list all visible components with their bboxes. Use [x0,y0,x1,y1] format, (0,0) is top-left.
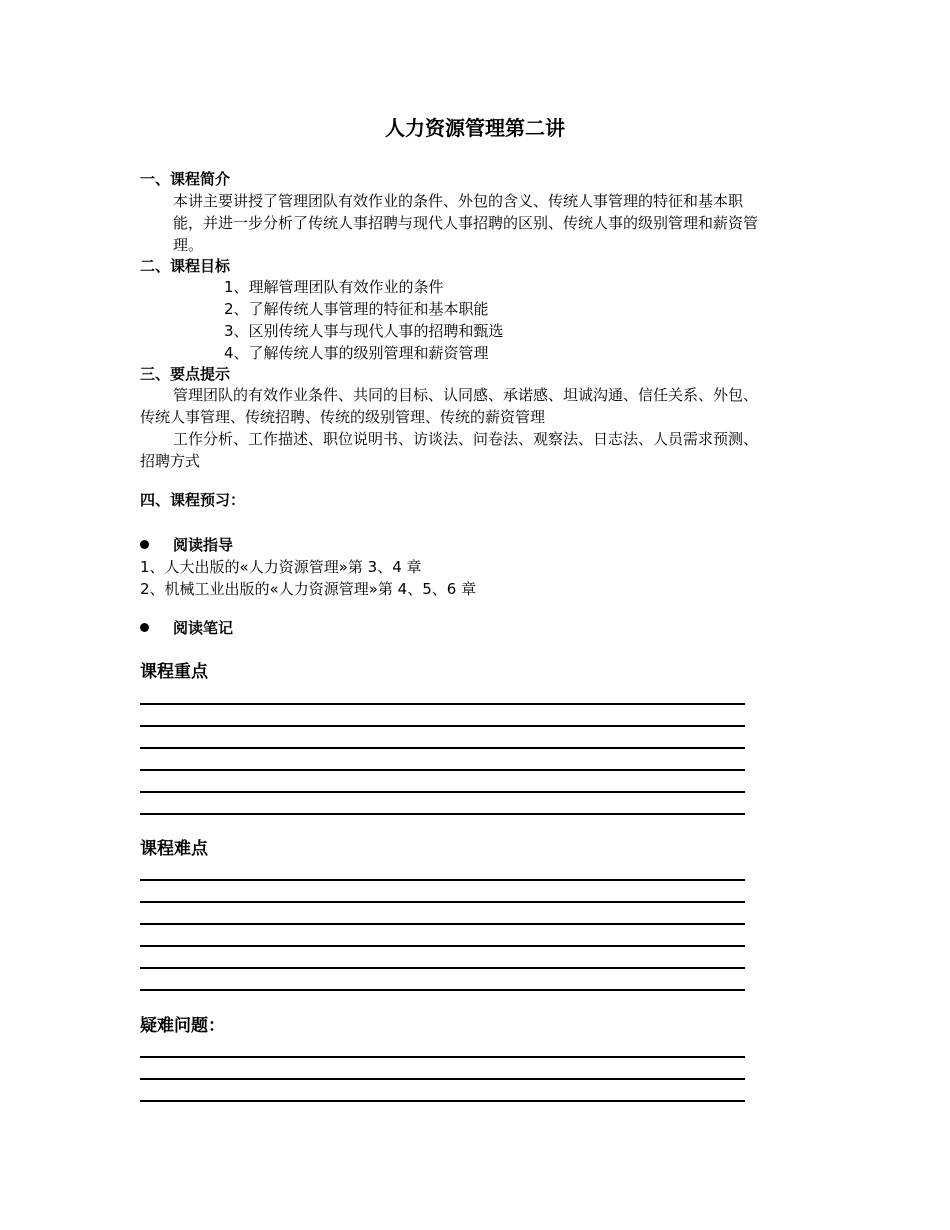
keypoints-p2-line1: 工作分析、工作描述、职位说明书、访谈法、问卷法、观察法、日志法、人员需求预测、 [173,430,759,448]
difficulties-line[interactable] [140,923,745,925]
intro-line-2: 能，并进一步分析了传统人事招聘与现代人事招聘的区别、传统人事的级别管理和薪资管 [173,214,759,232]
questions-heading: 疑难问题： [140,1016,225,1036]
difficulties-heading: 课程难点 [140,839,208,859]
difficulties-line[interactable] [140,989,745,991]
reading-item-2: 2、机械工业出版的«人力资源管理»第 4、5、6 章 [140,580,477,598]
key-points-line[interactable] [140,725,745,727]
intro-line-1: 本讲主要讲授了管理团队有效作业的条件、外包的含义、传统人事管理的特征和基本职 [173,192,744,210]
goal-item-4: 4、了解传统人事的级别管理和薪资管理 [224,344,489,362]
reading-notes-label: 阅读笔记 [173,619,234,637]
section-keypoints-heading: 三、要点提示 [140,365,231,383]
section-intro-heading: 一、课程简介 [140,170,231,188]
section-preview-heading: 四、课程预习： [140,491,246,509]
keypoints-p1-line1: 管理团队的有效作业条件、共同的目标、认同感、承诺感、坦诚沟通、信任关系、外包、 [173,386,759,404]
goal-item-3: 3、区别传统人事与现代人事的招聘和甄选 [224,322,504,340]
key-points-heading: 课程重点 [140,662,208,682]
bullet-icon [140,623,149,632]
section-goals-heading: 二、课程目标 [140,257,231,275]
key-points-line[interactable] [140,747,745,749]
document-title: 人力资源管理第二讲 [385,116,565,140]
intro-line-3: 理。 [173,236,204,254]
difficulties-line[interactable] [140,945,745,947]
keypoints-p1-line2: 传统人事管理、传统招聘、传统的级别管理、传统的薪资管理 [140,408,546,426]
keypoints-p2-line2: 招聘方式 [140,452,201,470]
difficulties-line[interactable] [140,967,745,969]
questions-line[interactable] [140,1100,745,1102]
difficulties-line[interactable] [140,901,745,903]
bullet-icon [140,540,149,549]
goal-item-2: 2、了解传统人事管理的特征和基本职能 [224,300,489,318]
key-points-line[interactable] [140,813,745,815]
key-points-line[interactable] [140,769,745,771]
goal-item-1: 1、理解管理团队有效作业的条件 [224,278,444,296]
questions-line[interactable] [140,1078,745,1080]
difficulties-line[interactable] [140,879,745,881]
reading-guide-label: 阅读指导 [173,536,234,554]
questions-line[interactable] [140,1056,745,1058]
key-points-line[interactable] [140,703,745,705]
key-points-line[interactable] [140,791,745,793]
reading-item-1: 1、人大出版的«人力资源管理»第 3、4 章 [140,558,422,576]
